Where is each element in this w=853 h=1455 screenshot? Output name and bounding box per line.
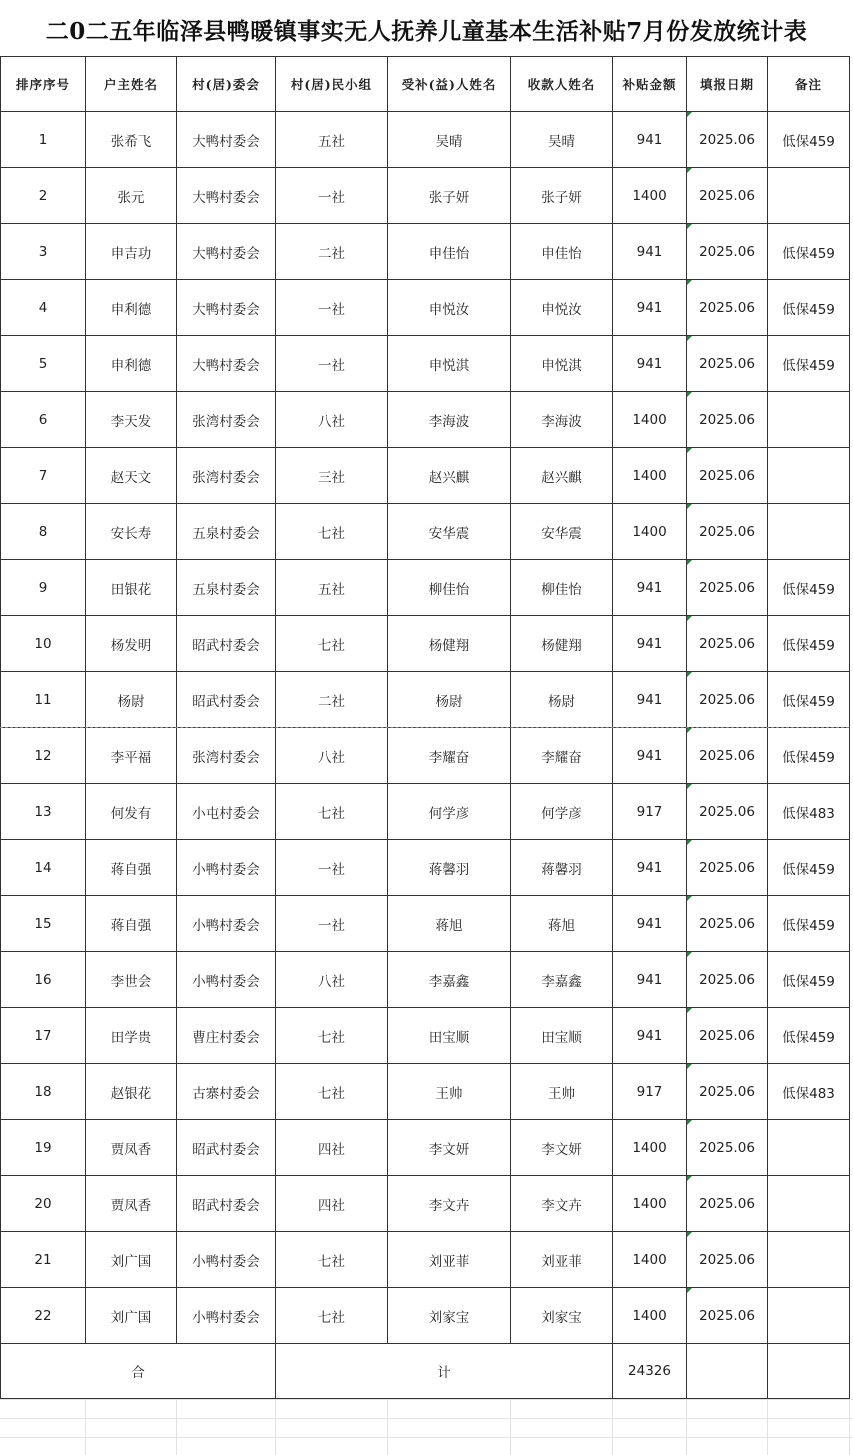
cell-payee[interactable]: 刘亚菲 <box>511 1232 613 1288</box>
cell-village-committee[interactable]: 大鸭村委会 <box>177 168 276 224</box>
cell-amount[interactable]: 1400 <box>613 168 687 224</box>
cell-seq[interactable]: 20 <box>1 1176 86 1232</box>
cell-payee[interactable]: 王帅 <box>511 1064 613 1120</box>
cell-fill-date[interactable]: 2025.06 <box>687 840 768 896</box>
col-header-villager-group[interactable]: 村(居)民小组 <box>276 57 388 112</box>
cell-amount[interactable]: 941 <box>613 952 687 1008</box>
cell-payee[interactable]: 田宝顺 <box>511 1008 613 1064</box>
cell-payee[interactable]: 柳佳怡 <box>511 560 613 616</box>
cell-village-committee[interactable]: 张湾村委会 <box>177 392 276 448</box>
cell-remarks[interactable]: 低保483 <box>768 1064 850 1120</box>
cell-household-head[interactable]: 刘广国 <box>86 1288 177 1344</box>
cell-remarks[interactable]: 低保459 <box>768 112 850 168</box>
cell-fill-date[interactable]: 2025.06 <box>687 224 768 280</box>
cell-payee[interactable]: 申悦淇 <box>511 336 613 392</box>
cell-beneficiary[interactable]: 李嘉鑫 <box>388 952 511 1008</box>
cell-village-committee[interactable]: 小鸭村委会 <box>177 1232 276 1288</box>
cell-villager-group[interactable]: 一社 <box>276 280 388 336</box>
cell-remarks[interactable]: 低保459 <box>768 952 850 1008</box>
cell-amount[interactable]: 1400 <box>613 1176 687 1232</box>
cell-household-head[interactable]: 张元 <box>86 168 177 224</box>
table-row <box>1 112 850 168</box>
cell-household-head[interactable]: 申利德 <box>86 336 177 392</box>
cell-seq[interactable]: 11 <box>1 672 86 728</box>
cell-beneficiary[interactable]: 申悦汝 <box>388 280 511 336</box>
cell-remarks[interactable] <box>768 504 850 560</box>
cell-amount[interactable]: 1400 <box>613 1288 687 1344</box>
cell-fill-date[interactable]: 2025.06 <box>687 392 768 448</box>
cell-remarks[interactable]: 低保459 <box>768 840 850 896</box>
cell-amount[interactable]: 941 <box>613 1008 687 1064</box>
cell-amount[interactable]: 941 <box>613 728 687 784</box>
cell-village-committee[interactable]: 五泉村委会 <box>177 504 276 560</box>
cell-payee[interactable]: 张子妍 <box>511 168 613 224</box>
cell-amount[interactable]: 1400 <box>613 1232 687 1288</box>
cell-household-head[interactable]: 田银花 <box>86 560 177 616</box>
table-row <box>1 336 850 392</box>
cell-household-head[interactable]: 杨发明 <box>86 616 177 672</box>
col-header-beneficiary[interactable]: 受补(益)人姓名 <box>388 57 511 112</box>
cell-beneficiary[interactable]: 刘亚菲 <box>388 1232 511 1288</box>
cell-beneficiary[interactable]: 申悦淇 <box>388 336 511 392</box>
table-row <box>1 168 850 224</box>
cell-amount[interactable]: 1400 <box>613 392 687 448</box>
table-row <box>1 392 850 448</box>
cell-village-committee[interactable]: 五泉村委会 <box>177 560 276 616</box>
cell-remarks[interactable] <box>768 1120 850 1176</box>
cell-fill-date[interactable]: 2025.06 <box>687 728 768 784</box>
cell-villager-group[interactable]: 八社 <box>276 392 388 448</box>
cell-amount[interactable]: 941 <box>613 560 687 616</box>
cell-household-head[interactable]: 蒋自强 <box>86 840 177 896</box>
cell-villager-group[interactable]: 七社 <box>276 784 388 840</box>
cell-seq[interactable]: 8 <box>1 504 86 560</box>
cell-villager-group[interactable]: 二社 <box>276 672 388 728</box>
table-row <box>1 672 850 728</box>
cell-village-committee[interactable]: 大鸭村委会 <box>177 224 276 280</box>
cell-amount[interactable]: 1400 <box>613 1120 687 1176</box>
cell-household-head[interactable]: 蒋自强 <box>86 896 177 952</box>
table-row <box>1 784 850 840</box>
cell-villager-group[interactable]: 七社 <box>276 1232 388 1288</box>
cell-beneficiary[interactable]: 申佳怡 <box>388 224 511 280</box>
total-row <box>1 1344 850 1399</box>
cell-household-head[interactable]: 张希飞 <box>86 112 177 168</box>
cell-household-head[interactable]: 申利德 <box>86 280 177 336</box>
cell-seq[interactable]: 5 <box>1 336 86 392</box>
cell-seq[interactable]: 19 <box>1 1120 86 1176</box>
cell-villager-group[interactable]: 三社 <box>276 448 388 504</box>
cell-fill-date[interactable]: 2025.06 <box>687 112 768 168</box>
cell-village-committee[interactable]: 小鸭村委会 <box>177 896 276 952</box>
cell-household-head[interactable]: 贾凤香 <box>86 1120 177 1176</box>
cell-payee[interactable]: 李海波 <box>511 392 613 448</box>
cell-amount[interactable]: 941 <box>613 616 687 672</box>
cell-fill-date[interactable]: 2025.06 <box>687 504 768 560</box>
cell-payee[interactable]: 李嘉鑫 <box>511 952 613 1008</box>
cell-payee[interactable]: 杨尉 <box>511 672 613 728</box>
cell-seq[interactable]: 1 <box>1 112 86 168</box>
cell-villager-group[interactable]: 八社 <box>276 728 388 784</box>
cell-seq[interactable]: 6 <box>1 392 86 448</box>
cell-fill-date[interactable]: 2025.06 <box>687 168 768 224</box>
table-row <box>1 1064 850 1120</box>
cell-payee[interactable]: 申悦汝 <box>511 280 613 336</box>
cell-household-head[interactable]: 何发有 <box>86 784 177 840</box>
cell-remarks[interactable]: 低保459 <box>768 1008 850 1064</box>
cell-beneficiary[interactable]: 何学彦 <box>388 784 511 840</box>
cell-village-committee[interactable]: 张湾村委会 <box>177 728 276 784</box>
cell-seq[interactable]: 12 <box>1 728 86 784</box>
cell-payee[interactable]: 杨健翔 <box>511 616 613 672</box>
table-row <box>1 504 850 560</box>
cell-fill-date[interactable]: 2025.06 <box>687 1288 768 1344</box>
col-header-amount[interactable]: 补贴金额 <box>613 57 687 112</box>
table-row <box>1 728 850 784</box>
cell-fill-date[interactable]: 2025.06 <box>687 1008 768 1064</box>
cell-beneficiary[interactable]: 张子妍 <box>388 168 511 224</box>
cell-village-committee[interactable]: 大鸭村委会 <box>177 336 276 392</box>
cell-village-committee[interactable]: 昭武村委会 <box>177 1120 276 1176</box>
cell-amount[interactable]: 1400 <box>613 504 687 560</box>
cell-remarks[interactable]: 低保459 <box>768 616 850 672</box>
cell-fill-date[interactable]: 2025.06 <box>687 1232 768 1288</box>
cell-village-committee[interactable]: 大鸭村委会 <box>177 280 276 336</box>
cell-villager-group[interactable]: 七社 <box>276 1008 388 1064</box>
cell-payee[interactable]: 刘家宝 <box>511 1288 613 1344</box>
cell-village-committee[interactable]: 昭武村委会 <box>177 672 276 728</box>
cell-seq[interactable]: 21 <box>1 1232 86 1288</box>
cell-remarks[interactable] <box>768 1176 850 1232</box>
cell-fill-date[interactable]: 2025.06 <box>687 280 768 336</box>
cell-beneficiary[interactable]: 刘家宝 <box>388 1288 511 1344</box>
cell-payee[interactable]: 李文妍 <box>511 1120 613 1176</box>
cell-villager-group[interactable]: 四社 <box>276 1120 388 1176</box>
cell-beneficiary[interactable]: 杨健翔 <box>388 616 511 672</box>
cell-seq[interactable]: 13 <box>1 784 86 840</box>
cell-remarks[interactable] <box>768 392 850 448</box>
cell-villager-group[interactable]: 五社 <box>276 112 388 168</box>
cell-remarks[interactable]: 低保459 <box>768 728 850 784</box>
cell-beneficiary[interactable]: 李文妍 <box>388 1120 511 1176</box>
cell-remarks[interactable]: 低保459 <box>768 224 850 280</box>
cell-beneficiary[interactable]: 王帅 <box>388 1064 511 1120</box>
cell-household-head[interactable]: 杨尉 <box>86 672 177 728</box>
cell-beneficiary[interactable]: 田宝顺 <box>388 1008 511 1064</box>
cell-household-head[interactable]: 李平福 <box>86 728 177 784</box>
header-row <box>1 57 850 112</box>
cell-seq[interactable]: 16 <box>1 952 86 1008</box>
cell-payee[interactable]: 蒋旭 <box>511 896 613 952</box>
cell-fill-date[interactable]: 2025.06 <box>687 784 768 840</box>
cell-household-head[interactable]: 申吉功 <box>86 224 177 280</box>
cell-amount[interactable]: 1400 <box>613 448 687 504</box>
cell-seq[interactable]: 15 <box>1 896 86 952</box>
cell-fill-date[interactable]: 2025.06 <box>687 952 768 1008</box>
page-title: 二0二五年临泽县鸭暖镇事实无人抚养儿童基本生活补贴7月份发放统计表 <box>45 17 808 45</box>
total-label-left[interactable]: 合 <box>1 1344 276 1399</box>
cell-village-committee[interactable]: 小鸭村委会 <box>177 840 276 896</box>
cell-household-head[interactable]: 安长寿 <box>86 504 177 560</box>
cell-amount[interactable]: 941 <box>613 840 687 896</box>
cell-amount[interactable]: 941 <box>613 896 687 952</box>
table-row <box>1 616 850 672</box>
cell-household-head[interactable]: 赵银花 <box>86 1064 177 1120</box>
cell-amount[interactable]: 941 <box>613 224 687 280</box>
cell-beneficiary[interactable]: 杨尉 <box>388 672 511 728</box>
table-row <box>1 896 850 952</box>
table-row <box>1 224 850 280</box>
col-header-seq[interactable]: 排序序号 <box>1 57 86 112</box>
cell-remarks[interactable]: 低保483 <box>768 784 850 840</box>
table-row <box>1 952 850 1008</box>
cell-amount[interactable]: 917 <box>613 1064 687 1120</box>
cell-seq[interactable]: 17 <box>1 1008 86 1064</box>
col-header-village-committee[interactable]: 村(居)委会 <box>177 57 276 112</box>
cell-villager-group[interactable]: 四社 <box>276 1176 388 1232</box>
cell-payee[interactable]: 申佳怡 <box>511 224 613 280</box>
cell-household-head[interactable]: 赵天文 <box>86 448 177 504</box>
cell-seq[interactable]: 4 <box>1 280 86 336</box>
cell-seq[interactable]: 14 <box>1 840 86 896</box>
cell-remarks[interactable] <box>768 448 850 504</box>
cell-fill-date[interactable]: 2025.06 <box>687 896 768 952</box>
cell-villager-group[interactable]: 七社 <box>276 1064 388 1120</box>
cell-remarks[interactable] <box>768 1232 850 1288</box>
cell-beneficiary[interactable]: 赵兴麒 <box>388 448 511 504</box>
col-header-remarks[interactable]: 备注 <box>768 57 850 112</box>
table-row <box>1 280 850 336</box>
cell-village-committee[interactable]: 曹庄村委会 <box>177 1008 276 1064</box>
col-header-payee[interactable]: 收款人姓名 <box>511 57 613 112</box>
cell-household-head[interactable]: 刘广国 <box>86 1232 177 1288</box>
cell-villager-group[interactable]: 一社 <box>276 840 388 896</box>
table-row <box>1 448 850 504</box>
cell-beneficiary[interactable]: 蒋馨羽 <box>388 840 511 896</box>
cell-amount[interactable]: 941 <box>613 672 687 728</box>
cell-household-head[interactable]: 田学贵 <box>86 1008 177 1064</box>
cell-remarks[interactable]: 低保459 <box>768 672 850 728</box>
cell-seq[interactable]: 2 <box>1 168 86 224</box>
cell-household-head[interactable]: 贾凤香 <box>86 1176 177 1232</box>
cell-fill-date[interactable]: 2025.06 <box>687 1176 768 1232</box>
cell-beneficiary[interactable]: 李文卉 <box>388 1176 511 1232</box>
cell-village-committee[interactable]: 小屯村委会 <box>177 784 276 840</box>
cell-village-committee[interactable]: 张湾村委会 <box>177 448 276 504</box>
cell-villager-group[interactable]: 七社 <box>276 1288 388 1344</box>
cell-seq[interactable]: 22 <box>1 1288 86 1344</box>
cell-fill-date[interactable]: 2025.06 <box>687 616 768 672</box>
table-row <box>1 840 850 896</box>
cell-household-head[interactable]: 李世会 <box>86 952 177 1008</box>
cell-fill-date[interactable]: 2025.06 <box>687 336 768 392</box>
table-row <box>1 1120 850 1176</box>
cell-seq[interactable]: 18 <box>1 1064 86 1120</box>
cell-villager-group[interactable]: 一社 <box>276 896 388 952</box>
cell-payee[interactable]: 何学彦 <box>511 784 613 840</box>
cell-seq[interactable]: 3 <box>1 224 86 280</box>
total-note-cell[interactable] <box>768 1344 850 1399</box>
cell-remarks[interactable]: 低保459 <box>768 560 850 616</box>
cell-villager-group[interactable]: 七社 <box>276 616 388 672</box>
cell-fill-date[interactable]: 2025.06 <box>687 448 768 504</box>
cell-beneficiary[interactable]: 蒋旭 <box>388 896 511 952</box>
col-header-fill-date[interactable]: 填报日期 <box>687 57 768 112</box>
cell-fill-date[interactable]: 2025.06 <box>687 1120 768 1176</box>
cell-amount[interactable]: 941 <box>613 112 687 168</box>
cell-fill-date[interactable]: 2025.06 <box>687 672 768 728</box>
cell-village-committee[interactable]: 小鸭村委会 <box>177 1288 276 1344</box>
cell-payee[interactable]: 安华震 <box>511 504 613 560</box>
cell-seq[interactable]: 10 <box>1 616 86 672</box>
cell-beneficiary[interactable]: 安华震 <box>388 504 511 560</box>
cell-payee[interactable]: 赵兴麒 <box>511 448 613 504</box>
cell-payee[interactable]: 李文卉 <box>511 1176 613 1232</box>
cell-villager-group[interactable]: 二社 <box>276 224 388 280</box>
cell-amount[interactable]: 917 <box>613 784 687 840</box>
cell-remarks[interactable] <box>768 1288 850 1344</box>
empty-grid-area <box>0 1399 853 1455</box>
total-label-right[interactable]: 计 <box>276 1344 613 1399</box>
cell-fill-date[interactable]: 2025.06 <box>687 1064 768 1120</box>
cell-remarks[interactable]: 低保459 <box>768 336 850 392</box>
cell-seq[interactable]: 7 <box>1 448 86 504</box>
cell-fill-date[interactable]: 2025.06 <box>687 560 768 616</box>
cell-beneficiary[interactable]: 李耀奋 <box>388 728 511 784</box>
cell-village-committee[interactable]: 小鸭村委会 <box>177 952 276 1008</box>
cell-beneficiary[interactable]: 柳佳怡 <box>388 560 511 616</box>
cell-beneficiary[interactable]: 李海波 <box>388 392 511 448</box>
cell-villager-group[interactable]: 七社 <box>276 504 388 560</box>
cell-amount[interactable]: 941 <box>613 336 687 392</box>
cell-payee[interactable]: 李耀奋 <box>511 728 613 784</box>
cell-remarks[interactable]: 低保459 <box>768 896 850 952</box>
total-date-cell[interactable] <box>687 1344 768 1399</box>
col-header-household-head[interactable]: 户主姓名 <box>86 57 177 112</box>
cell-household-head[interactable]: 李天发 <box>86 392 177 448</box>
cell-villager-group[interactable]: 一社 <box>276 168 388 224</box>
cell-payee[interactable]: 吴晴 <box>511 112 613 168</box>
cell-villager-group[interactable]: 八社 <box>276 952 388 1008</box>
cell-payee[interactable]: 蒋馨羽 <box>511 840 613 896</box>
subsidy-table <box>0 56 850 1399</box>
cell-remarks[interactable]: 低保459 <box>768 280 850 336</box>
cell-beneficiary[interactable]: 吴晴 <box>388 112 511 168</box>
cell-villager-group[interactable]: 一社 <box>276 336 388 392</box>
table-row <box>1 1232 850 1288</box>
table-row <box>1 1008 850 1064</box>
table-row <box>1 1176 850 1232</box>
table-body <box>1 112 850 1344</box>
cell-village-committee[interactable]: 大鸭村委会 <box>177 112 276 168</box>
cell-village-committee[interactable]: 古寨村委会 <box>177 1064 276 1120</box>
cell-seq[interactable]: 9 <box>1 560 86 616</box>
cell-villager-group[interactable]: 五社 <box>276 560 388 616</box>
total-amount[interactable]: 24326 <box>613 1344 687 1399</box>
cell-village-committee[interactable]: 昭武村委会 <box>177 1176 276 1232</box>
cell-amount[interactable]: 941 <box>613 280 687 336</box>
cell-remarks[interactable] <box>768 168 850 224</box>
table-row <box>1 560 850 616</box>
cell-village-committee[interactable]: 昭武村委会 <box>177 616 276 672</box>
table-row <box>1 1288 850 1344</box>
